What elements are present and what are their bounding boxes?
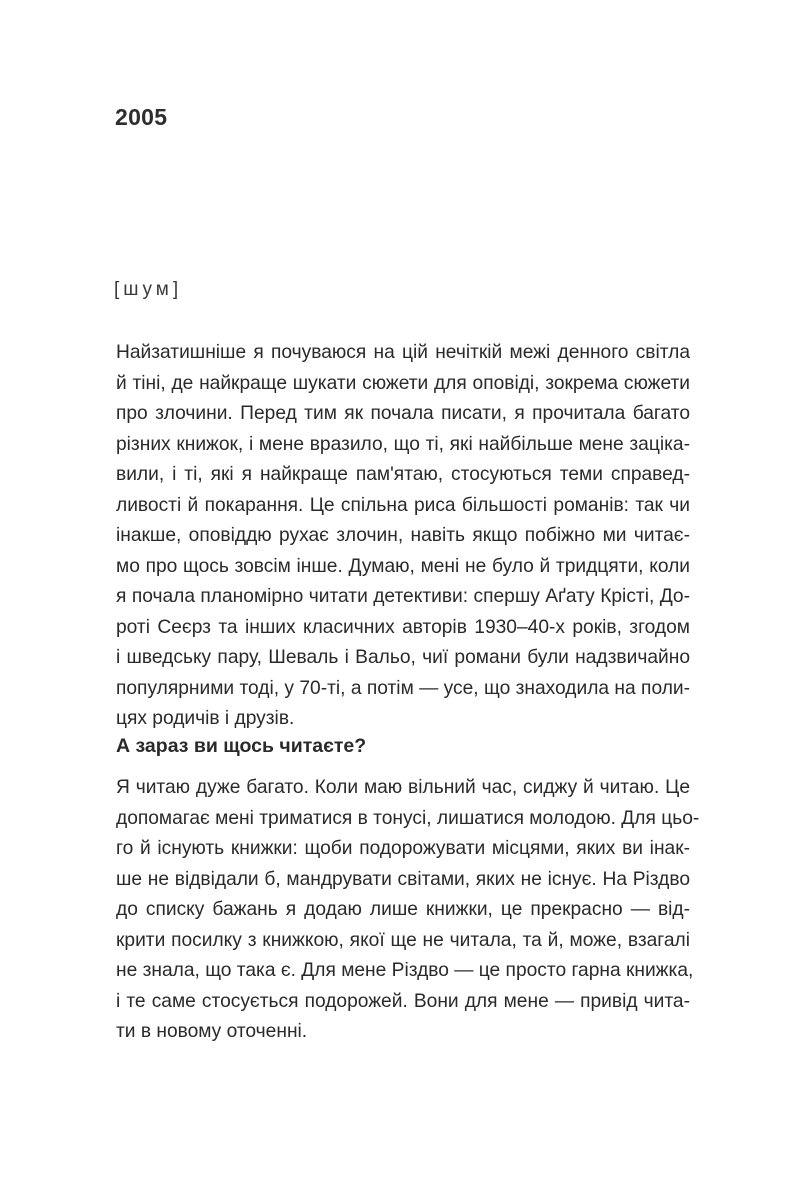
answer-paragraph-2 bbox=[116, 773, 700, 1048]
text-line: інакше, оповіддю рухає злочин, навіть якщо побіжно ми читає- bbox=[116, 525, 690, 546]
text-line: крити посилку з книжкою, якої ще не читала, та й, може, взагалі bbox=[116, 929, 690, 951]
text-line: і шведську пару, Шеваль і Вальо, чиї романи були надзвичайно bbox=[116, 647, 690, 668]
text-line: й тіні, де найкраще шукати сюжети для оповіді, зокрема сюжети bbox=[116, 372, 690, 394]
text-line: допомагає мені триматися в тонусі, лишатися молодою. Для цьо- bbox=[116, 807, 700, 829]
text-line: ливості й покарання. Це спільна риса більшості романів: так чи bbox=[116, 494, 690, 516]
chapter-year: 2005 bbox=[115, 104, 168, 130]
text-line: різних книжок, і мене вразило, що ті, які найбільше мене заціка- bbox=[116, 433, 690, 455]
text-line: популярними тоді, у 70-ті, а потім — усе, що знаходила на поли- bbox=[116, 677, 690, 699]
text-line: вили, і ті, які я найкраще пам'ятаю, стосуються теми справед- bbox=[116, 464, 690, 485]
text-line: і те саме стосується подорожей. Вони для мене — привід чита- bbox=[116, 990, 690, 1012]
text-line: не знала, що така є. Для мене Різдво — це просто гарна книжка, bbox=[116, 960, 694, 981]
text-line: ше не відвідали б, мандрувати світами, яких не існує. На Різдво bbox=[116, 868, 690, 890]
text-line: роті Сеєрз та інших класичних авторів 1930–40-х років, згодом bbox=[116, 616, 690, 638]
bracket-note: [шум] bbox=[114, 279, 183, 300]
text-line: цях родичів і друзів. bbox=[116, 708, 295, 729]
answer-paragraph-1 bbox=[116, 338, 690, 735]
text-line: про злочини. Перед тим як почала писати, я прочитала багато bbox=[116, 403, 690, 424]
text-line: Найзатишніше я почуваюся на цій нечіткій межі денного світла bbox=[116, 342, 690, 363]
interview-question: А зараз ви щось читаєте? bbox=[116, 735, 367, 757]
text-line: я почала планомірно читати детективи: спершу Аґату Крісті, До- bbox=[116, 586, 690, 607]
text-line: Я читаю дуже багато. Коли маю вільний час, сиджу й читаю. Це bbox=[116, 777, 690, 798]
text-line: го й існують книжки: щоби подорожувати місцями, яких ви інак- bbox=[116, 838, 690, 859]
text-line: мо про щось зовсім інше. Думаю, мені не було й тридцяти, коли bbox=[116, 555, 690, 577]
text-line: до списку бажань я додаю лише книжки, це прекрасно — від- bbox=[116, 899, 690, 920]
text-line: ти в новому оточенні. bbox=[116, 1021, 308, 1042]
